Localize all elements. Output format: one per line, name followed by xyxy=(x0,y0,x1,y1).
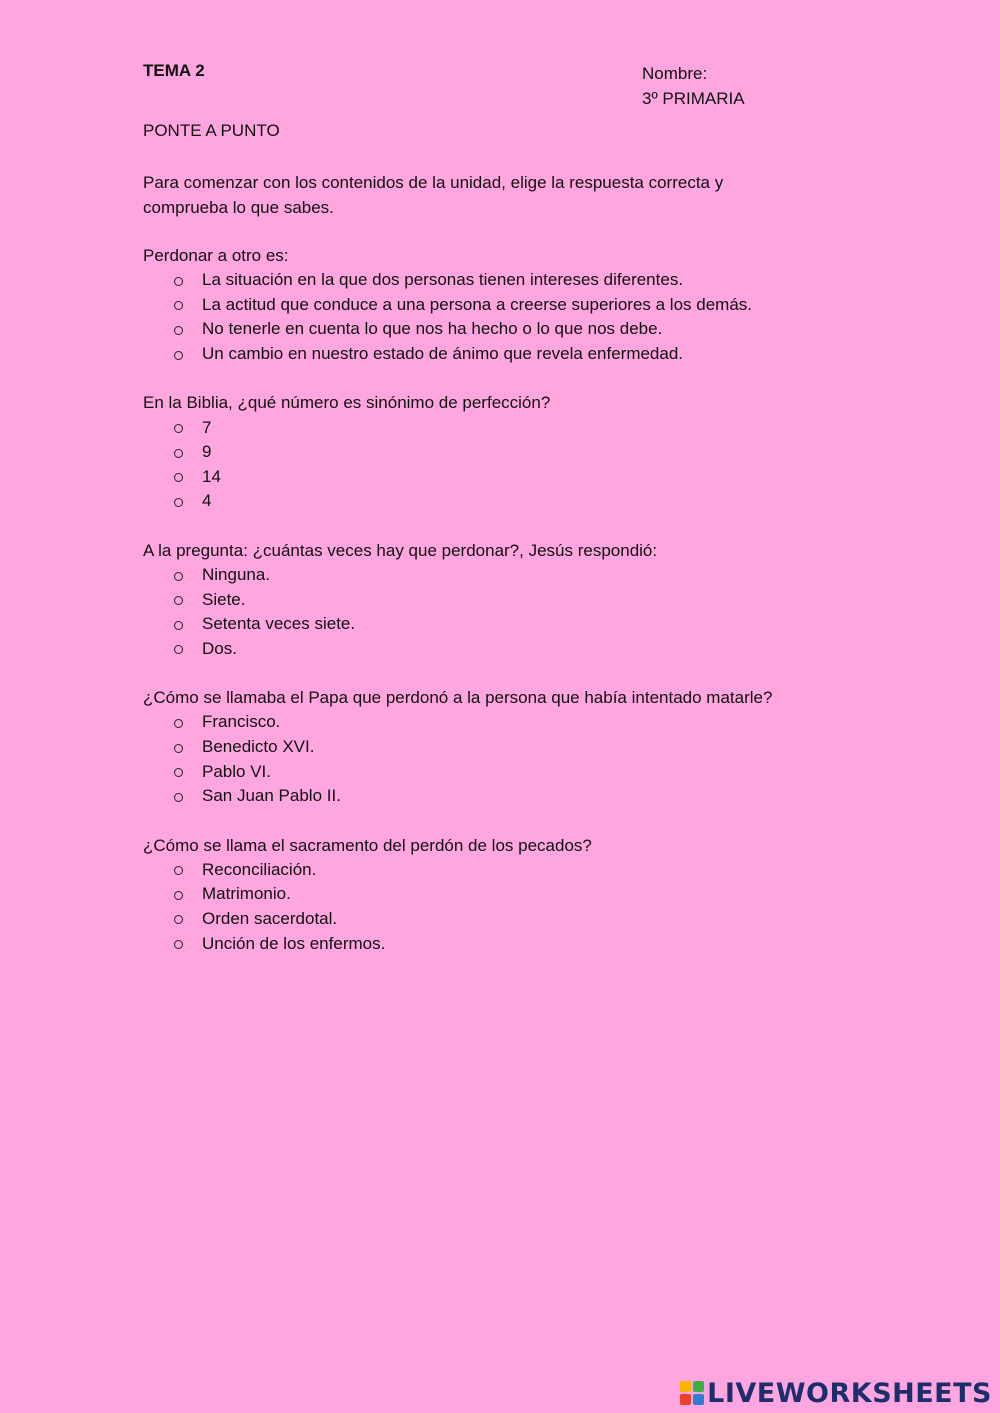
logo-square xyxy=(693,1394,704,1405)
answer-option[interactable] xyxy=(143,858,863,883)
logo-square xyxy=(680,1381,691,1392)
radio-circle-icon[interactable] xyxy=(174,326,183,335)
answer-option[interactable] xyxy=(143,440,863,465)
answer-option[interactable] xyxy=(143,784,863,809)
answer-option[interactable] xyxy=(143,907,863,932)
option-label: Siete. xyxy=(202,589,246,609)
radio-circle-icon[interactable] xyxy=(174,719,183,728)
question-text: En la Biblia, ¿qué número es sinónimo de perfección? xyxy=(143,393,551,413)
answer-option[interactable] xyxy=(143,317,863,342)
question-list xyxy=(143,243,863,980)
answer-option[interactable] xyxy=(143,465,863,490)
radio-circle-icon[interactable] xyxy=(174,793,183,802)
option-label: Pablo VI. xyxy=(202,761,271,781)
option-list xyxy=(143,710,863,808)
option-label: 9 xyxy=(202,442,212,462)
radio-circle-icon[interactable] xyxy=(174,473,183,482)
option-label: Un cambio en nuestro estado de ánimo que revela enfermedad. xyxy=(202,344,684,364)
answer-option[interactable] xyxy=(143,587,863,612)
answer-option[interactable] xyxy=(143,931,863,956)
option-label: 14 xyxy=(202,466,221,486)
grade-label: 3º PRIMARIA xyxy=(642,89,745,108)
question-text: A la pregunta: ¿cuántas veces hay que perdonar?, Jesús respondió: xyxy=(143,540,658,560)
question-4 xyxy=(143,685,863,808)
radio-circle-icon[interactable] xyxy=(174,498,183,507)
answer-option[interactable] xyxy=(143,293,863,318)
option-label: 4 xyxy=(202,491,212,511)
radio-circle-icon[interactable] xyxy=(174,449,183,458)
option-label: Unción de los enfermos. xyxy=(202,933,386,953)
radio-circle-icon[interactable] xyxy=(174,596,183,605)
option-label: No tenerle en cuenta lo que nos ha hecho o lo que nos debe. xyxy=(202,319,663,339)
option-list xyxy=(143,858,863,956)
option-label: Orden sacerdotal. xyxy=(202,908,338,928)
worksheet-title: TEMA 2 xyxy=(143,61,205,80)
option-list xyxy=(143,268,863,366)
answer-option[interactable] xyxy=(143,415,863,440)
liveworksheets-logo xyxy=(680,1379,992,1407)
answer-option[interactable] xyxy=(143,710,863,735)
radio-circle-icon[interactable] xyxy=(174,866,183,875)
radio-circle-icon[interactable] xyxy=(174,351,183,360)
radio-circle-icon[interactable] xyxy=(174,277,183,286)
answer-option[interactable] xyxy=(143,342,863,367)
radio-circle-icon[interactable] xyxy=(174,891,183,900)
answer-option[interactable] xyxy=(143,735,863,760)
radio-circle-icon[interactable] xyxy=(174,744,183,753)
question-text: ¿Cómo se llama el sacramento del perdón de los pecados? xyxy=(143,835,592,855)
question-3 xyxy=(143,538,863,661)
radio-circle-icon[interactable] xyxy=(174,424,183,433)
question-5 xyxy=(143,833,863,956)
answer-option[interactable] xyxy=(143,882,863,907)
student-info xyxy=(642,61,745,111)
answer-option[interactable] xyxy=(143,612,863,637)
question-2 xyxy=(143,390,863,513)
radio-circle-icon[interactable] xyxy=(174,940,183,949)
answer-option[interactable] xyxy=(143,563,863,588)
option-label: Reconciliación. xyxy=(202,859,317,879)
option-label: Dos. xyxy=(202,638,237,658)
answer-option[interactable] xyxy=(143,637,863,662)
option-label: Matrimonio. xyxy=(202,884,291,904)
option-label: Setenta veces siete. xyxy=(202,614,356,634)
radio-circle-icon[interactable] xyxy=(174,572,183,581)
logo-wordmark: LIVEWORKSHEETS xyxy=(707,1377,992,1409)
intro-text: Para comenzar con los contenidos de la unidad, elige la respuesta correcta y comprueba lo que sabes. xyxy=(143,173,724,217)
answer-option[interactable] xyxy=(143,489,863,514)
radio-circle-icon[interactable] xyxy=(174,301,183,310)
option-label: San Juan Pablo II. xyxy=(202,786,341,806)
radio-circle-icon[interactable] xyxy=(174,915,183,924)
option-label: Francisco. xyxy=(202,712,281,732)
question-text: Perdonar a otro es: xyxy=(143,246,289,265)
name-label: Nombre: xyxy=(642,64,708,83)
option-label: 7 xyxy=(202,417,212,437)
radio-circle-icon[interactable] xyxy=(174,621,183,630)
question-text: ¿Cómo se llamaba el Papa que perdonó a la persona que había intentado matarle? xyxy=(143,688,773,708)
section-title: PONTE A PUNTO xyxy=(143,121,280,140)
option-label: La actitud que conduce a una persona a creerse superiores a los demás. xyxy=(202,294,753,314)
option-label: Ninguna. xyxy=(202,565,271,585)
logo-square xyxy=(680,1394,691,1405)
option-list xyxy=(143,563,863,661)
option-label: La situación en la que dos personas tienen intereses diferentes. xyxy=(202,270,684,290)
logo-square xyxy=(693,1381,704,1392)
option-label: Benedicto XVI. xyxy=(202,737,315,757)
answer-option[interactable] xyxy=(143,759,863,784)
radio-circle-icon[interactable] xyxy=(174,645,183,654)
answer-option[interactable] xyxy=(143,268,863,293)
question-1 xyxy=(143,243,863,366)
option-list xyxy=(143,415,863,513)
liveworksheets-logo-icon xyxy=(680,1381,704,1405)
radio-circle-icon[interactable] xyxy=(174,768,183,777)
